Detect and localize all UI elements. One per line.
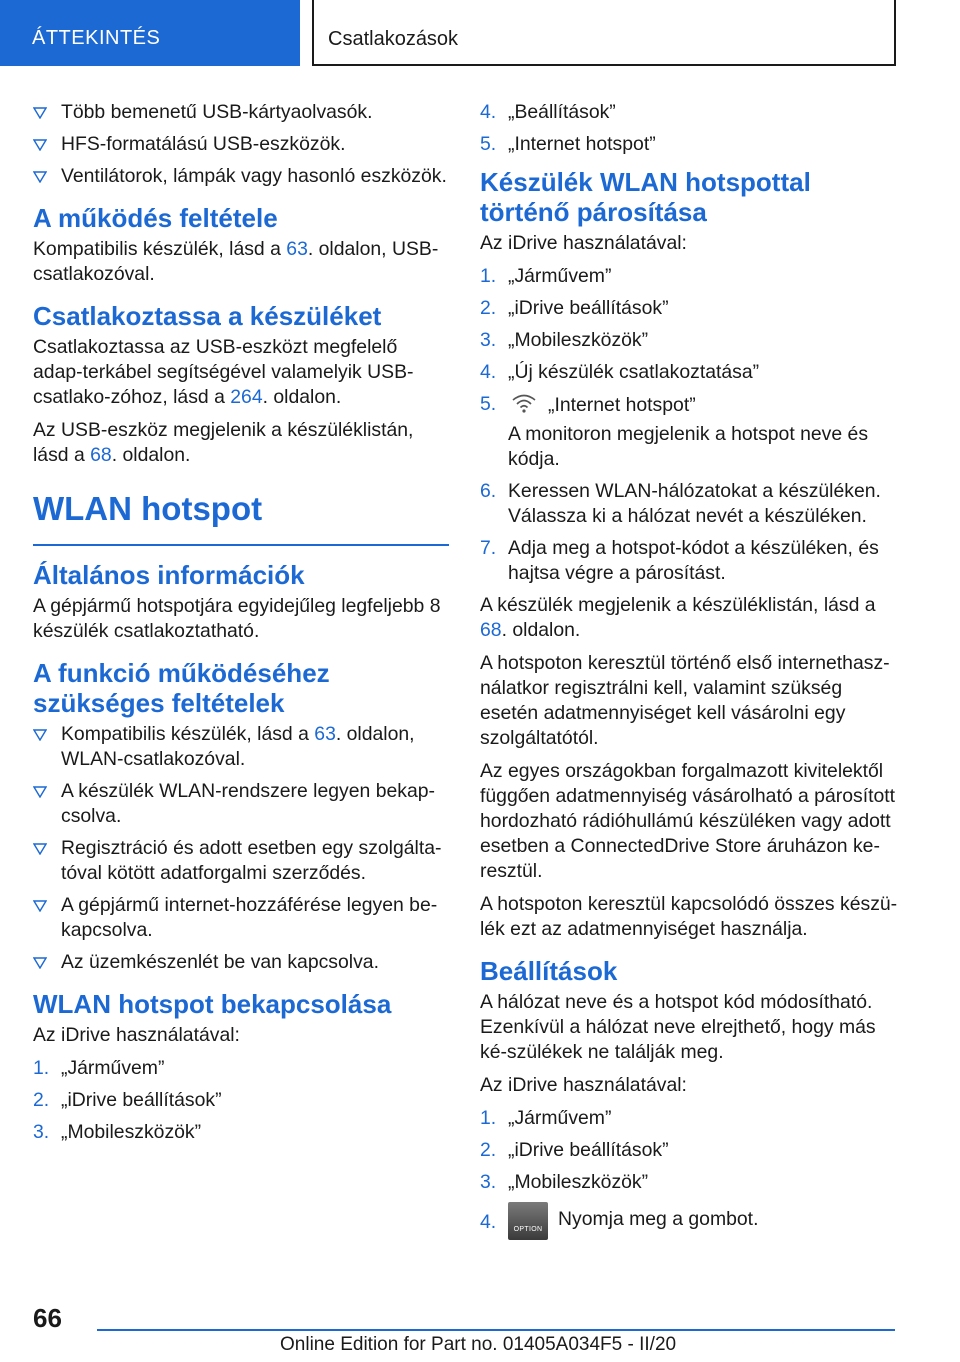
parositas-paragraph-4: A hotspoton keresztül kapcsolódó összes készü-lék ezt az adatmennyiséget használja. xyxy=(480,893,898,940)
list-item: 2. „iDrive beállítások” xyxy=(33,1089,222,1111)
parositas-paragraph-1: A készülék megjelenik a készüléklistán, lásd a 68. oldalon. xyxy=(480,594,876,641)
heading-csatlakoztassa: Csatlakoztassa a készüléket xyxy=(33,301,382,331)
bekapcs-steps xyxy=(33,1056,449,1145)
chapter-title: Csatlakozások xyxy=(312,0,896,66)
list-item: 1. „Járművem” xyxy=(480,1107,612,1129)
mukodes-paragraph: Kompatibilis készülék, lásd a 63. oldalon, USB-csatlakozóval. xyxy=(33,238,439,285)
step-number: 2. xyxy=(480,297,497,319)
wifi-hotspot-icon xyxy=(510,392,538,414)
list-item: 6. Keressen WLAN-hálózatokat a készüléken. Válassza ki a hálózat nevét a készüléken. xyxy=(480,480,881,527)
step-number: 4. xyxy=(480,1211,497,1233)
altalanos-paragraph: A gépjármű hotspotjára egyidejűleg legfeljebb 8 készülék csatlakoztatható. xyxy=(33,595,441,642)
page-link[interactable]: 68 xyxy=(480,619,502,641)
list-item: 4. „Új készülék csatlakoztatása” xyxy=(480,361,760,383)
list-item: 4. „Beállítások” xyxy=(480,101,616,123)
right-column xyxy=(480,100,900,1247)
list-item: Ventilátorok, lámpák vagy hasonló eszközök. xyxy=(33,164,449,189)
page-link[interactable]: 63 xyxy=(286,238,308,260)
heading-funkcio: A funkció működéséhez szükséges feltételek xyxy=(33,658,330,718)
list-item: A készülék WLAN-rendszere legyen bekap-csolva. xyxy=(33,779,449,829)
beallitasok-intro: Az iDrive használatával: xyxy=(480,1074,687,1096)
step-number: 3. xyxy=(33,1121,50,1143)
triangle-bullet-icon xyxy=(33,107,47,119)
list-item: Kompatibilis készülék, lásd a 63. oldalon, WLAN-csatlakozóval. xyxy=(33,722,449,772)
page-link[interactable]: 264 xyxy=(230,386,263,408)
step-number: 5. xyxy=(480,133,497,155)
triangle-bullet-icon xyxy=(33,843,47,855)
footer-rule xyxy=(97,1329,895,1331)
heading-parositas: Készülék WLAN hotspottal történő párosítása xyxy=(480,167,811,227)
parositas-paragraph-3: Az egyes országokban forgalmazott kivitelektől függően adatmennyiség vásárolható a párosított hordozható rádióhullámú készüléken vagy adott esetben a ConnectedDrive Store áruházon ke-resztül. xyxy=(480,760,896,882)
hotspot-steps-continued xyxy=(480,100,900,157)
step-number: 3. xyxy=(480,1171,497,1193)
step-number: 1. xyxy=(480,1107,497,1129)
triangle-bullet-icon xyxy=(33,957,47,969)
list-item: 2. „iDrive beállítások” xyxy=(480,297,669,319)
list-item: Regisztráció és adott esetben egy szolgálta-tóval kötött adatforgalmi szerződés. xyxy=(33,836,449,886)
list-item: 7. Adja meg a hotspot-kódot a készüléken, és hajtsa végre a párosítást. xyxy=(480,537,879,584)
section-tab: ÁTTEKINTÉS xyxy=(0,0,300,66)
list-item: 5. „Internet hotspot” xyxy=(480,133,656,155)
page-number: 66 xyxy=(33,1303,62,1333)
step-number: 2. xyxy=(33,1089,50,1111)
triangle-bullet-icon xyxy=(33,786,47,798)
list-item: 1. „Járművem” xyxy=(33,1057,165,1079)
csatlakoztassa-paragraph-1: Csatlakoztassa az USB-eszközt megfelelő adap-terkábel segítségével valamelyik USB-csatlako-zóhoz, lásd a 264. oldalon. xyxy=(33,336,414,408)
list-item: 4. OPTION Nyomja meg a gombot. xyxy=(480,1202,900,1240)
option-button-icon: OPTION xyxy=(508,1202,548,1240)
step-number: 1. xyxy=(480,265,497,287)
step-number: 1. xyxy=(33,1057,50,1079)
list-item: 2. „iDrive beállítások” xyxy=(480,1139,669,1161)
page-link[interactable]: 68 xyxy=(90,444,112,466)
step-note: A monitoron megjelenik a hotspot neve és kódja. xyxy=(508,423,869,470)
heading-altalanos: Általános információk xyxy=(33,560,305,590)
list-item: 5. „Internet hotspot” A monitoron megjelenik a hotspot neve és kódja. xyxy=(480,392,900,472)
usb-exclusions-list xyxy=(33,100,449,189)
edition-footer: Online Edition for Part no. 01405A034F5 - II/20 xyxy=(280,1334,677,1355)
heading-rule xyxy=(33,544,449,546)
csatlakoztassa-paragraph-2: Az USB-eszköz megjelenik a készüléklistán, lásd a 68. oldalon. xyxy=(33,419,414,466)
settings-step-4 xyxy=(480,1202,900,1240)
parositas-paragraph-2: A hotspoton keresztül történő első internethasz-nálatkor regisztrálni kell, valamint szükség esetén adatmennyiséget kell vásárolni egy szolgáltatótól. xyxy=(480,652,890,749)
step-number: 6. xyxy=(480,480,497,502)
triangle-bullet-icon xyxy=(33,900,47,912)
step-number: 4. xyxy=(480,101,497,123)
bekapcs-intro: Az iDrive használatával: xyxy=(33,1024,240,1046)
triangle-bullet-icon xyxy=(33,171,47,183)
step-number: 5. xyxy=(480,393,497,415)
step-number: 3. xyxy=(480,329,497,351)
list-item: 1. „Járművem” xyxy=(480,265,612,287)
list-item: Több bemenetű USB-kártyaolvasók. xyxy=(33,100,449,125)
list-item: A gépjármű internet-hozzáférése legyen be-kapcsolva. xyxy=(33,893,449,943)
list-item: Az üzemkészenlét be van kapcsolva. xyxy=(33,950,449,975)
pairing-steps xyxy=(480,264,900,385)
heading-mukodes: A működés feltétele xyxy=(33,203,278,233)
step-number: 4. xyxy=(480,361,497,383)
page-link[interactable]: 63 xyxy=(314,723,336,745)
page-header xyxy=(0,0,960,66)
list-item: 3. „Mobileszközök” xyxy=(480,329,649,351)
triangle-bullet-icon xyxy=(33,729,47,741)
heading-beallitasok: Beállítások xyxy=(480,956,618,986)
beallitasok-paragraph: A hálózat neve és a hotspot kód módosítható. Ezenkívül a hálózat neve elrejthető, hogy más ké-szülékek ne találják meg. xyxy=(480,991,876,1063)
list-item: 3. „Mobileszközök” xyxy=(480,1171,649,1193)
list-item: HFS-formatálású USB-eszközök. xyxy=(33,132,449,157)
step-number: 7. xyxy=(480,537,497,559)
step-number: 2. xyxy=(480,1139,497,1161)
heading-wlan-hotspot: WLAN hotspot xyxy=(33,490,263,527)
heading-bekapcs: WLAN hotspot bekapcsolása xyxy=(33,989,392,1019)
pairing-steps-rest xyxy=(480,392,900,586)
left-column xyxy=(33,100,449,1152)
requirements-list xyxy=(33,722,449,975)
parositas-intro: Az iDrive használatával: xyxy=(480,232,687,254)
triangle-bullet-icon xyxy=(33,139,47,151)
list-item: 3. „Mobileszközök” xyxy=(33,1121,202,1143)
settings-steps xyxy=(480,1106,900,1195)
